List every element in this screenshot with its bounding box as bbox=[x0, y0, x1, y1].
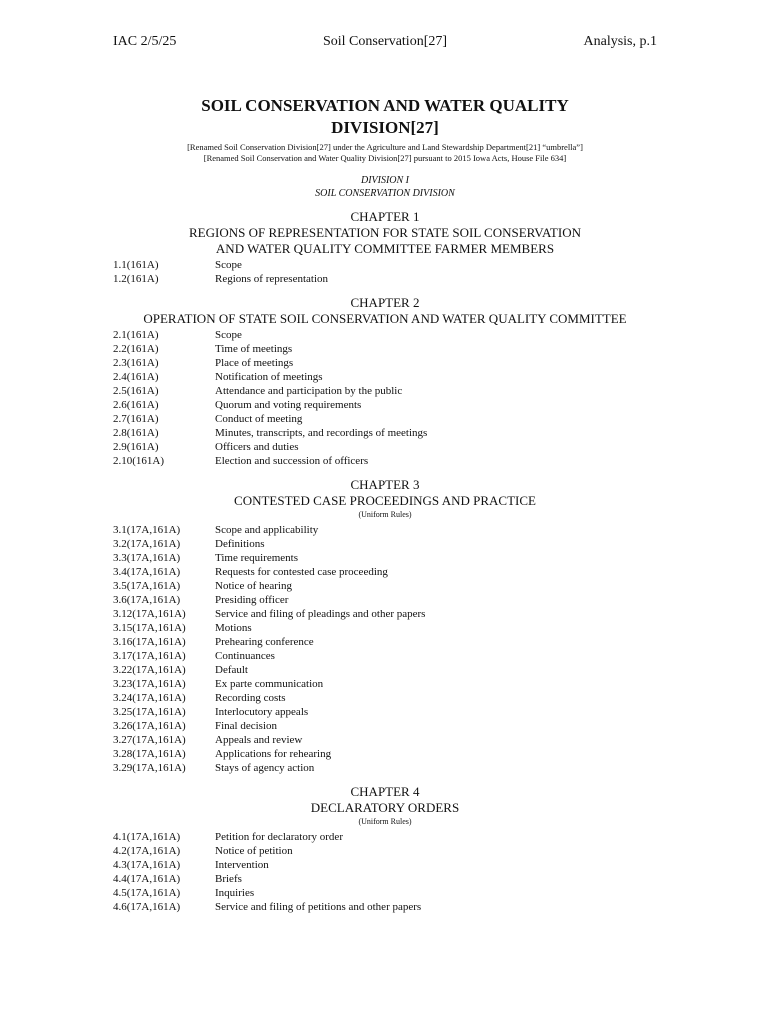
rule-number: 4.1(17A,161A) bbox=[113, 831, 181, 843]
rule-number: 3.29(17A,161A) bbox=[113, 762, 186, 774]
rule-title: Minutes, transcripts, and recordings of meetings bbox=[215, 427, 428, 439]
rule-row bbox=[113, 565, 657, 579]
rule-row bbox=[113, 900, 657, 914]
rule-number: 2.1(161A) bbox=[113, 329, 159, 341]
page-header bbox=[113, 34, 657, 52]
rule-list bbox=[113, 258, 657, 286]
division-heading bbox=[113, 174, 657, 200]
rule-title: Motions bbox=[215, 622, 252, 634]
chapter-title bbox=[113, 225, 657, 257]
chapter-section bbox=[113, 209, 657, 286]
rule-title: Appeals and review bbox=[215, 734, 303, 746]
rule-number: 4.6(17A,161A) bbox=[113, 901, 181, 913]
renamed-note: [Renamed Soil Conservation and Water Quality Division[27] pursuant to 2015 Iowa Acts, House File 634] bbox=[203, 153, 567, 163]
chapter-number: CHAPTER 1 bbox=[350, 209, 420, 224]
rule-title: Scope bbox=[215, 259, 242, 271]
rule-row bbox=[113, 579, 657, 593]
rule-row bbox=[113, 272, 657, 286]
rule-title: Notice of petition bbox=[215, 845, 293, 857]
rule-list bbox=[113, 523, 657, 775]
rule-title: Place of meetings bbox=[215, 357, 294, 369]
rule-number: 4.2(17A,161A) bbox=[113, 845, 181, 857]
division-name: SOIL CONSERVATION DIVISION bbox=[315, 188, 455, 199]
rule-number: 3.15(17A,161A) bbox=[113, 622, 186, 634]
chapter-number: CHAPTER 3 bbox=[350, 477, 420, 492]
rule-row bbox=[113, 551, 657, 565]
chapter-title-line: DECLARATORY ORDERS bbox=[310, 800, 460, 815]
chapter-number: CHAPTER 4 bbox=[350, 784, 420, 799]
rule-number: 2.3(161A) bbox=[113, 357, 159, 369]
rule-number: 3.3(17A,161A) bbox=[113, 552, 181, 564]
rule-title: Notification of meetings bbox=[215, 371, 323, 383]
rule-title: Petition for declaratory order bbox=[215, 831, 343, 843]
rule-number: 2.7(161A) bbox=[113, 413, 159, 425]
rule-number: 1.2(161A) bbox=[113, 273, 159, 285]
rule-title: Interlocutory appeals bbox=[215, 706, 309, 718]
rule-title: Briefs bbox=[215, 873, 242, 885]
chapter-title-line: OPERATION OF STATE SOIL CONSERVATION AND WATER QUALITY COMMITTEE bbox=[143, 311, 627, 326]
rule-number: 3.2(17A,161A) bbox=[113, 538, 181, 550]
rule-number: 3.5(17A,161A) bbox=[113, 580, 181, 592]
rule-title: Service and filing of petitions and other papers bbox=[215, 901, 422, 913]
chapter-section bbox=[113, 784, 657, 914]
rule-row bbox=[113, 663, 657, 677]
rule-row bbox=[113, 328, 657, 342]
rule-number: 2.6(161A) bbox=[113, 399, 159, 411]
rule-title: Continuances bbox=[215, 650, 275, 662]
rule-number: 1.1(161A) bbox=[113, 259, 159, 271]
rule-title: Default bbox=[215, 664, 248, 676]
rule-title: Recording costs bbox=[215, 692, 286, 704]
rule-row bbox=[113, 607, 657, 621]
rule-title: Time requirements bbox=[215, 552, 298, 564]
rule-title: Quorum and voting requirements bbox=[215, 399, 362, 411]
chapter-title-line: AND WATER QUALITY COMMITTEE FARMER MEMBERS bbox=[215, 241, 555, 256]
rule-row bbox=[113, 872, 657, 886]
rule-number: 3.12(17A,161A) bbox=[113, 608, 186, 620]
rule-number: 3.28(17A,161A) bbox=[113, 748, 186, 760]
rule-number: 3.25(17A,161A) bbox=[113, 706, 186, 718]
header-date: IAC 2/5/25 bbox=[113, 34, 177, 49]
rule-title: Ex parte communication bbox=[215, 678, 324, 690]
rule-row bbox=[113, 830, 657, 844]
rule-row bbox=[113, 844, 657, 858]
chapter-title-line: REGIONS OF REPRESENTATION FOR STATE SOIL CONSERVATION bbox=[189, 225, 581, 240]
rule-title: Final decision bbox=[215, 720, 278, 732]
rule-row bbox=[113, 370, 657, 384]
header-page-number: Analysis, p.1 bbox=[583, 34, 657, 49]
rule-row bbox=[113, 537, 657, 551]
rule-row bbox=[113, 761, 657, 775]
rule-row bbox=[113, 649, 657, 663]
rule-row bbox=[113, 621, 657, 635]
rule-number: 3.24(17A,161A) bbox=[113, 692, 186, 704]
chapter-title bbox=[113, 493, 657, 509]
rule-number: 3.6(17A,161A) bbox=[113, 594, 181, 606]
rule-row bbox=[113, 356, 657, 370]
rule-number: 2.2(161A) bbox=[113, 343, 159, 355]
rule-row bbox=[113, 719, 657, 733]
rule-number: 4.4(17A,161A) bbox=[113, 873, 181, 885]
chapter-note: (Uniform Rules) bbox=[358, 510, 412, 519]
rule-title: Regions of representation bbox=[215, 273, 329, 285]
rule-title: Definitions bbox=[215, 538, 265, 550]
rule-number: 2.5(161A) bbox=[113, 385, 159, 397]
rule-row bbox=[113, 635, 657, 649]
rule-list bbox=[113, 830, 657, 914]
rule-title: Time of meetings bbox=[215, 343, 293, 355]
chapter-title bbox=[113, 800, 657, 816]
chapter-note: (Uniform Rules) bbox=[358, 817, 412, 826]
rule-number: 3.27(17A,161A) bbox=[113, 734, 186, 746]
rule-number: 4.3(17A,161A) bbox=[113, 859, 181, 871]
chapter-list bbox=[113, 209, 657, 914]
rule-row bbox=[113, 677, 657, 691]
rule-row bbox=[113, 440, 657, 454]
rule-list bbox=[113, 328, 657, 468]
rule-row bbox=[113, 593, 657, 607]
rule-title: Attendance and participation by the public bbox=[215, 385, 403, 397]
renamed-notes bbox=[113, 142, 657, 164]
rule-number: 3.17(17A,161A) bbox=[113, 650, 186, 662]
rule-number: 3.16(17A,161A) bbox=[113, 636, 186, 648]
chapter-title-line: CONTESTED CASE PROCEEDINGS AND PRACTICE bbox=[234, 493, 536, 508]
rule-title: Notice of hearing bbox=[215, 580, 292, 592]
rule-row bbox=[113, 412, 657, 426]
rule-row bbox=[113, 384, 657, 398]
document-body bbox=[113, 95, 657, 914]
rule-number: 3.22(17A,161A) bbox=[113, 664, 186, 676]
chapter-section bbox=[113, 477, 657, 775]
rule-row bbox=[113, 258, 657, 272]
rule-title: Intervention bbox=[215, 859, 269, 871]
rule-title: Officers and duties bbox=[215, 441, 299, 453]
chapter-number: CHAPTER 2 bbox=[350, 295, 420, 310]
rule-title: Applications for rehearing bbox=[215, 748, 332, 760]
rule-row bbox=[113, 747, 657, 761]
rule-title: Scope and applicability bbox=[215, 524, 319, 536]
rule-title: Inquiries bbox=[215, 887, 255, 899]
chapter-section bbox=[113, 295, 657, 468]
title-line: DIVISION[27] bbox=[331, 118, 439, 137]
rule-row bbox=[113, 398, 657, 412]
rule-title: Prehearing conference bbox=[215, 636, 314, 648]
chapter-title bbox=[113, 311, 657, 327]
header-agency: Soil Conservation[27] bbox=[322, 34, 448, 49]
rule-row bbox=[113, 886, 657, 900]
rule-title: Conduct of meeting bbox=[215, 413, 303, 425]
rule-row bbox=[113, 733, 657, 747]
rule-row bbox=[113, 426, 657, 440]
rule-number: 3.26(17A,161A) bbox=[113, 720, 186, 732]
rule-number: 2.8(161A) bbox=[113, 427, 159, 439]
rule-row bbox=[113, 705, 657, 719]
document-title bbox=[113, 95, 657, 139]
rule-number: 2.10(161A) bbox=[113, 455, 165, 467]
rule-number: 3.1(17A,161A) bbox=[113, 524, 181, 536]
rule-row bbox=[113, 858, 657, 872]
rule-number: 3.23(17A,161A) bbox=[113, 678, 186, 690]
renamed-note: [Renamed Soil Conservation Division[27] under the Agriculture and Land Stewardship Department[21] “umbrella”] bbox=[187, 142, 583, 152]
rule-row bbox=[113, 691, 657, 705]
division-number: DIVISION I bbox=[360, 175, 410, 186]
rule-number: 2.4(161A) bbox=[113, 371, 159, 383]
rule-number: 4.5(17A,161A) bbox=[113, 887, 181, 899]
title-line: SOIL CONSERVATION AND WATER QUALITY bbox=[201, 96, 569, 115]
rule-title: Election and succession of officers bbox=[215, 455, 369, 467]
rule-number: 2.9(161A) bbox=[113, 441, 159, 453]
rule-row bbox=[113, 454, 657, 468]
rule-title: Scope bbox=[215, 329, 242, 341]
rule-title: Requests for contested case proceeding bbox=[215, 566, 388, 578]
rule-row bbox=[113, 523, 657, 537]
rule-title: Stays of agency action bbox=[215, 762, 315, 774]
rule-title: Service and filing of pleadings and other papers bbox=[215, 608, 426, 620]
rule-row bbox=[113, 342, 657, 356]
rule-number: 3.4(17A,161A) bbox=[113, 566, 181, 578]
rule-title: Presiding officer bbox=[215, 594, 289, 606]
